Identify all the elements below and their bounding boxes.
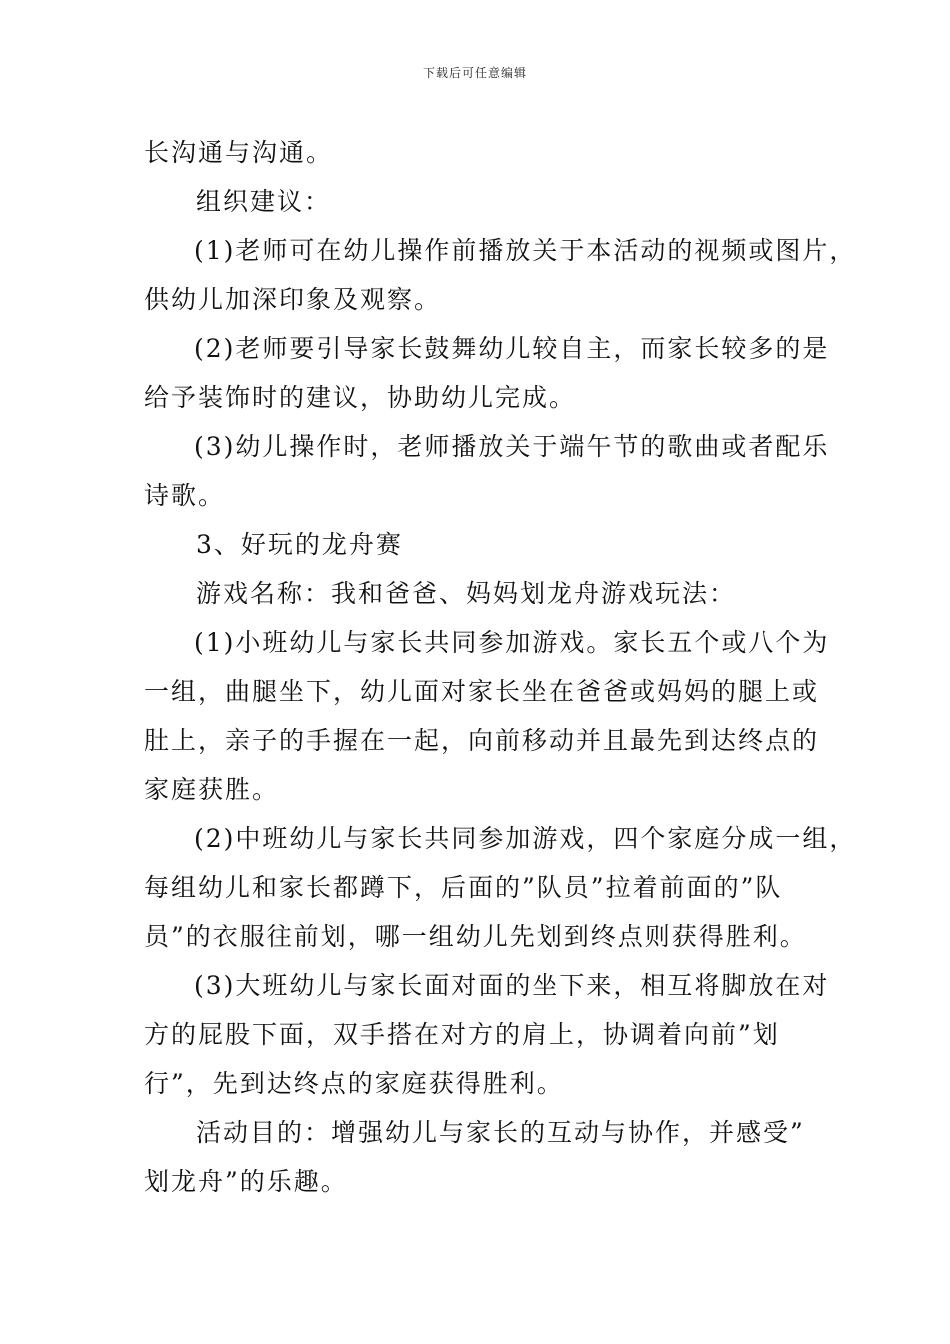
text-line: 供幼儿加深印象及观察。 <box>144 285 442 314</box>
text-line: 行”，先到达终点的家庭获得胜利。 <box>144 1069 564 1098</box>
text-line: (1)小班幼儿与家长共同参加游戏。家长五个或八个为 <box>194 628 830 657</box>
text-line: 诗歌。 <box>144 481 226 510</box>
text-line: (2)中班幼儿与家长共同参加游戏，四个家庭分成一组， <box>194 824 857 853</box>
text-line: 每组幼儿和家长都蹲下，后面的”队员”拉着前面的”队 <box>144 873 783 902</box>
text-line: (2)老师要引导家长鼓舞幼儿较自主，而家长较多的是 <box>194 334 830 363</box>
text-line: 游戏名称：我和爸爸、妈妈划龙舟游戏玩法： <box>196 579 737 608</box>
page-header: 下载后可任意编辑 <box>422 66 527 80</box>
text-line: 给予装饰时的建议，协助幼儿完成。 <box>144 383 577 412</box>
text-line: 员”的衣服往前划，哪一组幼儿先划到终点则获得胜利。 <box>144 922 807 951</box>
text-line: 长沟通与沟通。 <box>144 138 334 167</box>
text-line: 家庭获胜。 <box>144 775 280 804</box>
section-heading: 组织建议： <box>196 187 332 216</box>
text-line: (3)幼儿操作时，老师播放关于端午节的歌曲或者配乐 <box>194 432 830 461</box>
text-line: 方的屁股下面，双手搭在对方的肩上，协调着向前”划 <box>144 1020 780 1049</box>
section-heading: 3、好玩的龙舟赛 <box>196 530 403 559</box>
text-line: 肚上，亲子的手握在一起，向前移动并且最先到达终点的 <box>144 726 820 755</box>
text-line: (1)老师可在幼儿操作前播放关于本活动的视频或图片， <box>194 236 857 265</box>
text-line: (3)大班幼儿与家长面对面的坐下来，相互将脚放在对 <box>194 971 830 1000</box>
document-body <box>144 128 857 1206</box>
text-line: 活动目的：增强幼儿与家长的互动与协作，并感受” <box>196 1118 805 1147</box>
text-line: 一组，曲腿坐下，幼儿面对家长坐在爸爸或妈妈的腿上或 <box>144 677 820 706</box>
text-line: 划龙舟”的乐趣。 <box>144 1167 348 1196</box>
